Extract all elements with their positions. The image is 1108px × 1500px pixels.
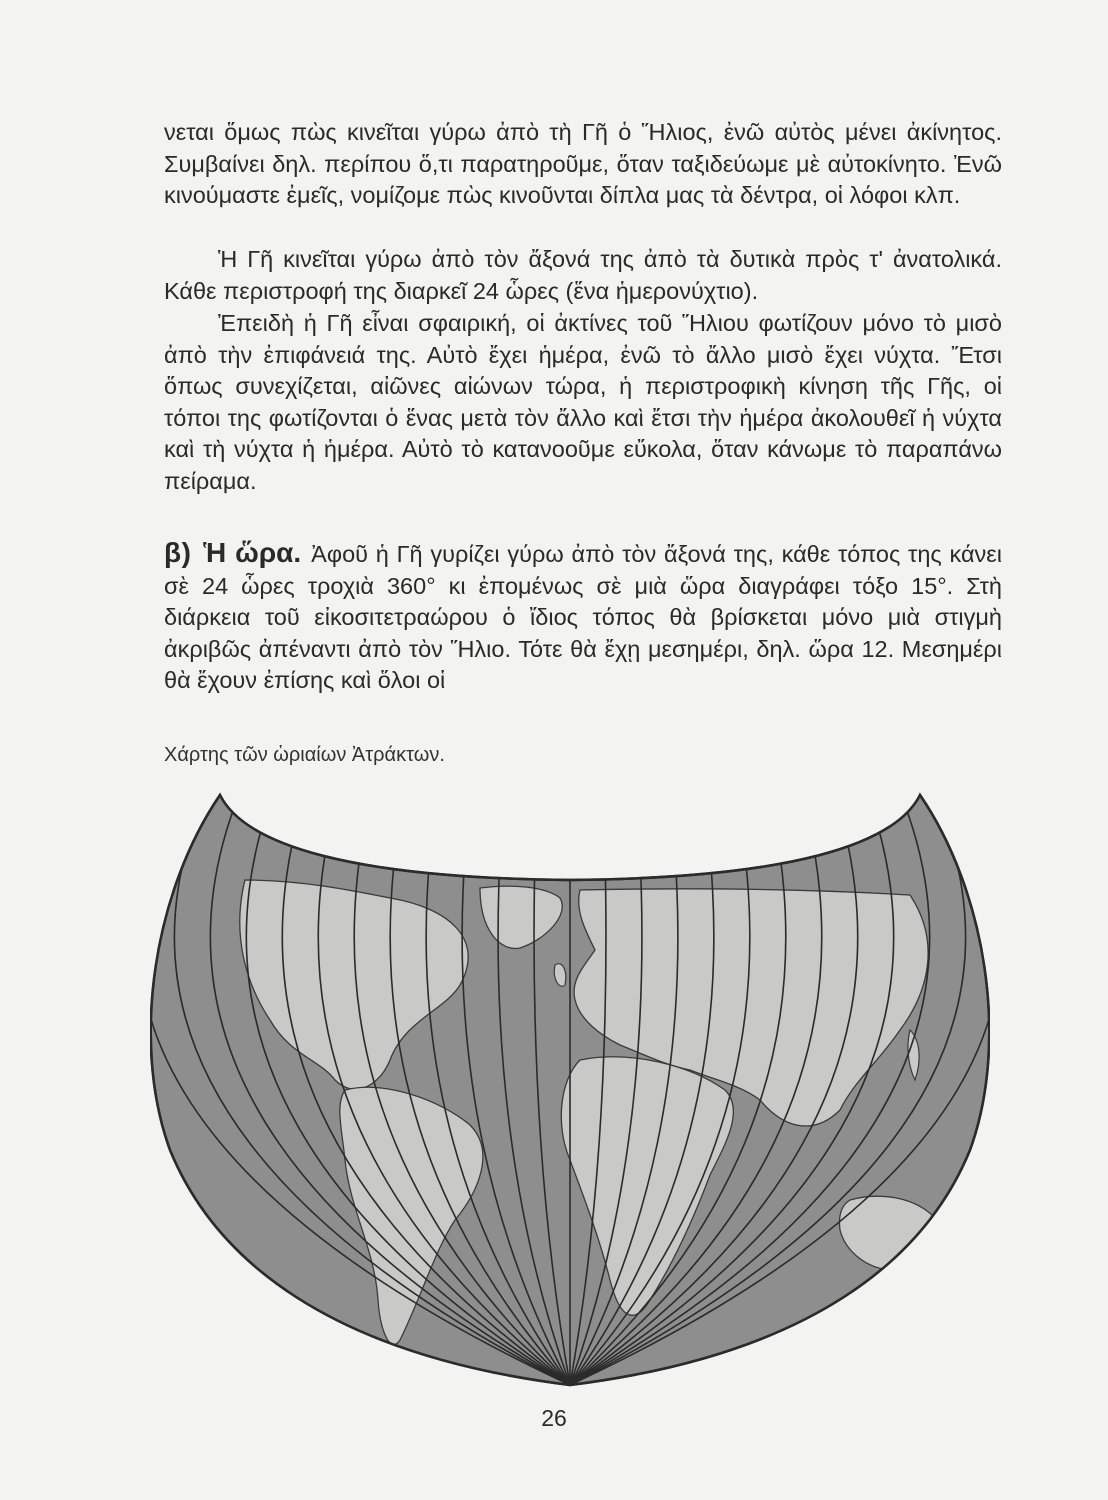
section-text: Ἀφοῦ ἡ Γῆ γυρίζει γύρω ἀπὸ τὸν ἄξονά της, κάθε τόπος της κάνει σὲ 24 ὧρες τροχιὰ 360° κι ἐπομένως σὲ μιὰ ὥρα διαγράφει τόξο 15°. Στὴ διάρκεια τοῦ εἰκοσιτετραώρου ὁ ἴδιος τόπος θὰ βρίσκεται μόνο μιὰ στιγμὴ ἀκριβῶς ἀπέναντι ἀπὸ τὸν Ἥλιο. Τότε θὰ ἔχῃ μεσημέρι, δηλ. ὥρα 12. Μεσημέρι θὰ ἔχουν ἐπίσης καὶ ὅλοι οἱ <box>164 541 1003 694</box>
paragraph-2 <box>164 244 1002 307</box>
time-zones-map <box>150 780 990 1410</box>
section-label: β) <box>164 537 192 568</box>
paragraph-1: νεται ὅμως πὼς κινεῖται γύρω ἀπὸ τὴ Γῆ ὁ Ἥλιος, ἐνῶ αὐτὸς μένει ἀκίνητος. Συμβαίνει δηλ. περίπου ὅ,τι παρατηροῦμε, ὅταν ταξιδεύωμε μὲ αὐτοκίνητο. Ἐνῶ κινούμαστε ἐμεῖς, νομίζομε πὼς κινοῦνται δίπλα μας τὰ δέντρα, οἱ λόφοι κλπ. <box>164 119 1002 209</box>
paragraph-2-text: Ἡ Γῆ κινεῖται γύρω ἀπὸ τὸν ἄξονά της ἀπὸ τὰ δυτικὰ πρὸς τ' ἀνατολικά. Κάθε περιστροφή της διαρκεῖ 24 ὧρες (ἕνα ἡμερονύχτιο). <box>164 246 1002 304</box>
page-number: 26 <box>541 1405 567 1431</box>
paragraph-3-text: Ἐπειδὴ ἡ Γῆ εἶναι σφαιρική, οἱ ἀκτίνες τοῦ Ἥλιου φωτίζουν μόνο τὸ μισὸ ἀπὸ τὴν ἐπιφάνειά της. Αὐτὸ ἔχει ἡμέρα, ἐνῶ τὸ ἄλλο μισὸ ἔχει νύχτα. Ἔτσι ὅπως συνεχίζεται, αἰῶνες αἰώνων τώρα, ἡ περιστροφικὴ κίνηση τῆς Γῆς, οἱ τόποι της φωτίζονται ὁ ἕνας μετὰ τὸν ἄλλο καὶ ἔτσι τὴν ἡμέρα ἀκολουθεῖ ἡ νύχτα καὶ τὴ νύχτα ἡ ἡμέρα. Αὐτὸ τὸ κατανοοῦμε εὔκολα, ὅταν κάνωμε τὸ παραπάνω πείραμα. <box>164 310 1002 494</box>
figure-caption: Χάρτης τῶν ὡριαίων Ἀτράκτων. <box>164 744 445 766</box>
paragraph-3 <box>164 308 1002 498</box>
section-title: Ἡ ὥρα. <box>203 537 302 568</box>
section-hour <box>164 537 1002 697</box>
